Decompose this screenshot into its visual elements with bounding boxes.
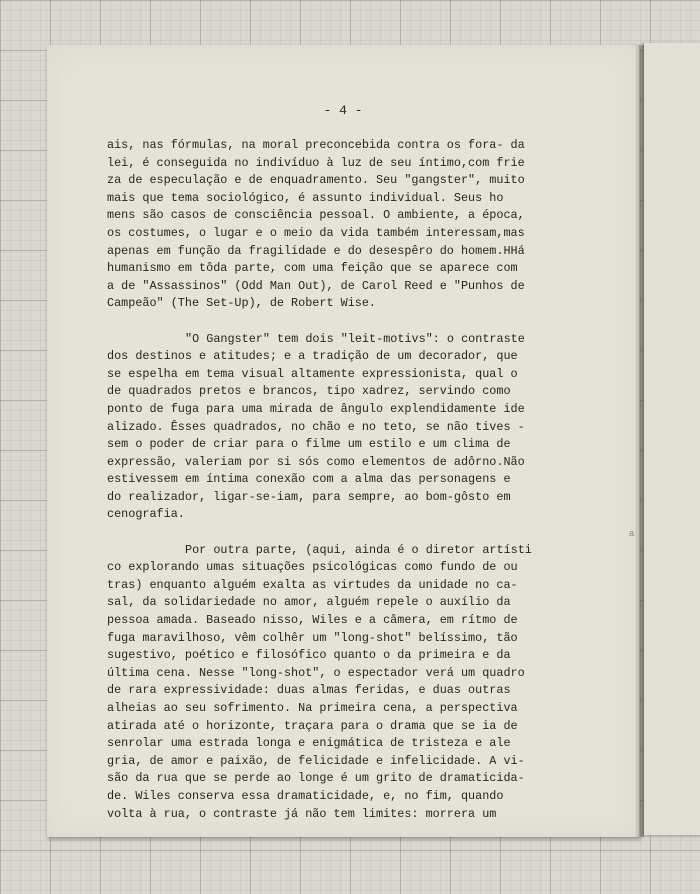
text-line: de quadrados pretos e brancos, tipo xadrez, servindo como — [107, 384, 511, 399]
text-line: última cena. Nesse "long-shot", o espectador verá um quadro — [107, 665, 525, 680]
text-line: cenografia. — [107, 507, 185, 522]
text-line: tras) enquanto alguém exalta as virtudes da unidade no ca- — [107, 577, 518, 592]
text-line: de rara expressividade: duas almas feridas, e duas outras — [107, 683, 511, 698]
text-line: gria, de amor e paixão, de felicidade e infelicidade. A vi- — [107, 753, 525, 768]
text-line: de. Wiles conserva essa dramaticidade, e, no fim, quando — [107, 788, 504, 803]
text-line: alizado. Êsses quadrados, no chão e no teto, se não tives - — [107, 419, 525, 434]
text-line: Campeão" (The Set-Up), de Robert Wise. — [107, 296, 377, 311]
paragraph-1 — [107, 137, 597, 313]
text-line: os costumes, o lugar e o meio da vida também interessam,mas — [107, 225, 525, 240]
text-line: pessoa amada. Baseado nisso, Wiles e a câmera, em rítmo de — [107, 613, 518, 628]
text-line: a de "Assassinos" (Odd Man Out), de Carol Reed e "Punhos de — [107, 278, 525, 293]
page-fold-shadow — [635, 45, 644, 837]
text-line: dos destinos e atitudes; e a tradição de um decorador, que — [107, 349, 518, 364]
text-line: "O Gangster" tem dois "leit-motivs": o contraste — [185, 331, 525, 346]
text-line: za de especulação e de enquadramento. Seu "gangster", muito — [107, 173, 525, 188]
text-line: lei, é conseguida no indivíduo à luz de seu íntimo,com frie — [107, 155, 525, 170]
text-line: ais, nas fórmulas, na moral preconcebida contra os fora- da — [107, 138, 525, 152]
text-line: humanismo em tôda parte, com uma feição que se aparece com — [107, 261, 518, 276]
text-line: estivessem em íntima conexão com a alma das personagens e — [107, 472, 511, 487]
text-line: Por outra parte, (aqui, ainda é o diretor artísti — [185, 542, 532, 557]
text-line: alheias ao seu sofrimento. Na primeira cena, a perspectiva — [107, 701, 518, 715]
margin-pencil-mark: a — [629, 528, 635, 538]
text-line: mens são casos de consciência pessoal. O ambiente, a época, — [107, 208, 525, 223]
document-page — [47, 45, 640, 837]
page-text — [107, 137, 597, 823]
text-line: apenas em função da fragilidade e do desespêro do homem.HHá — [107, 243, 525, 258]
adjacent-page — [643, 43, 700, 835]
text-line: sal, da solidariedade no amor, alguém repele o auxílio da — [107, 595, 511, 610]
text-line: mais que tema sociológico, é assunto individual. Seus ho — [107, 190, 504, 205]
text-line: senrolar uma estrada longa e enigmática de tristeza e ale — [107, 736, 511, 751]
text-line: sugestivo, poético e filosófico quanto o da primeira e da — [107, 648, 511, 663]
text-line: sem o poder de criar para o filme um estilo e um clima de — [107, 437, 511, 452]
text-line: co explorando umas situações psicológicas como fundo de ou — [107, 560, 518, 575]
text-line: fuga maravilhoso, vêm colhêr um "long-shot" belíssimo, tão — [107, 630, 518, 645]
text-line: volta à rua, o contraste já não tem limites: morrera um — [107, 806, 497, 821]
paragraph-3 — [107, 542, 597, 824]
text-line: expressão, valeriam por si sós como elementos de adôrno.Não — [107, 454, 525, 469]
text-line: se espelha em tema visual altamente expressionista, qual o — [107, 366, 518, 381]
paragraph-2 — [107, 331, 597, 525]
text-line: do realizador, ligar-se-iam, para sempre, ao bom-gôsto em — [107, 489, 511, 504]
text-line: são da rua que se perde ao longe é um grito de dramaticida- — [107, 771, 525, 786]
page-number: - 4 - — [323, 103, 363, 118]
text-line: atirada até o horizonte, traçara para o drama que se ia de — [107, 718, 518, 733]
text-line: ponto de fuga para uma mirada de ângulo explendidamente ide — [107, 401, 525, 416]
